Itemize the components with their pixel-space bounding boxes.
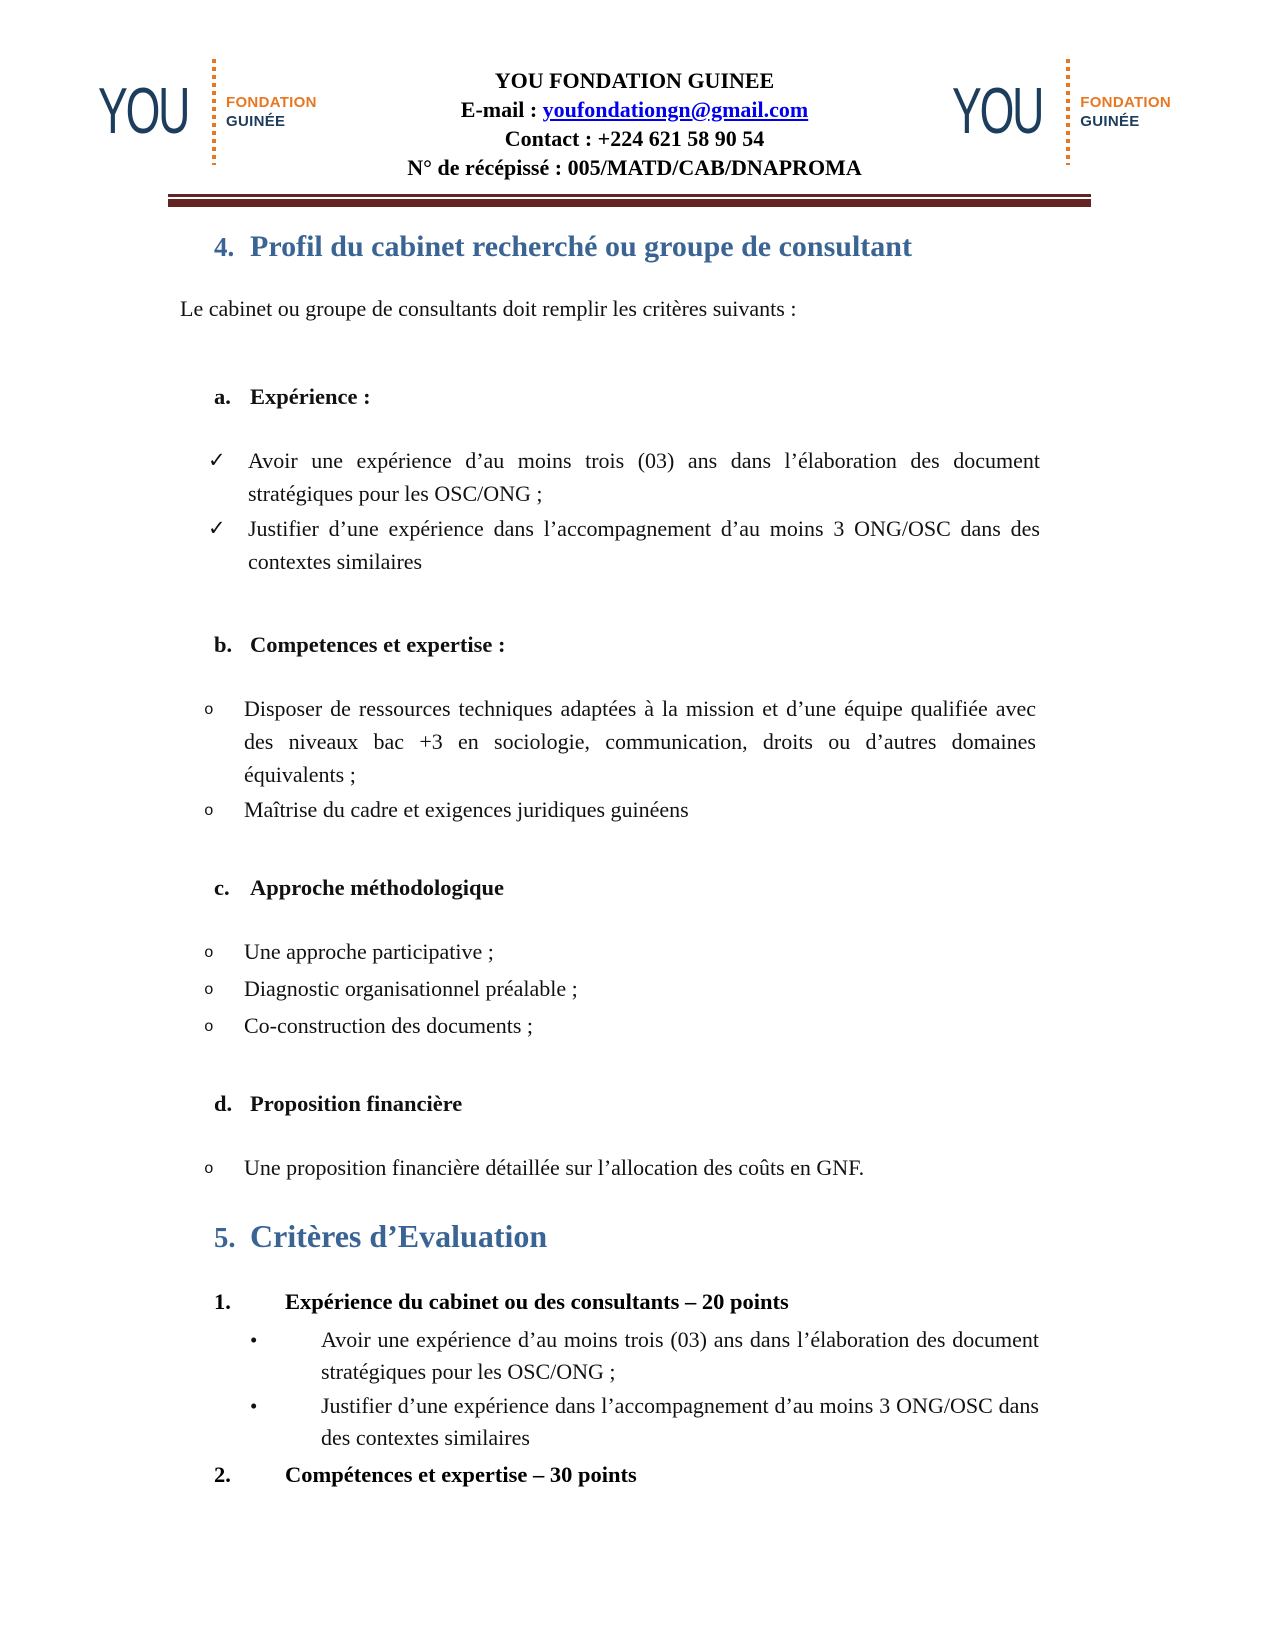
document-body: [0, 228, 1275, 1490]
circle-bullet-icon: o: [204, 944, 214, 962]
criterion-2-heading: [214, 1460, 1275, 1490]
subsection-b-list: [180, 692, 1275, 828]
list-item-text: Une proposition financière détaillée sur l’allocation des coûts en GNF.: [244, 1155, 865, 1180]
logo-fondation-label: FONDATION: [226, 93, 317, 111]
subsection-d: [180, 1089, 1275, 1186]
logo-you-wrap: [952, 75, 1064, 148]
list-item-text: Disposer de ressources techniques adaptées à la mission et d’une équipe qualifiée avec des niveaux bac +3 en sociologie, communication, droits ou d’autres domaines équivalents ;: [244, 696, 1036, 787]
subsection-b: [180, 630, 1275, 828]
criterion-1-heading: [214, 1287, 1275, 1317]
criterion-2-number: 2.: [214, 1462, 231, 1487]
criterion-1-list: [180, 1324, 1275, 1454]
logo-caption: [226, 93, 317, 132]
list-item: [180, 1324, 1275, 1388]
subsection-d-letter: d.: [214, 1091, 233, 1116]
logo-guinee-label: GUINÉE: [226, 113, 286, 130]
subsection-d-heading: [214, 1089, 1275, 1119]
list-item-text: Maîtrise du cadre et exigences juridiques guinéens: [244, 797, 689, 822]
list-item: [180, 444, 1275, 510]
list-item-text: Diagnostic organisationnel préalable ;: [244, 976, 578, 1001]
list-item-text: Une approche participative ;: [244, 939, 494, 964]
subsection-c: [180, 873, 1275, 1044]
letterhead-text-block: [317, 56, 953, 182]
logo-you-wrap: [98, 75, 210, 148]
check-icon: ✓: [208, 448, 226, 472]
subsection-d-list: [180, 1151, 1275, 1186]
logo-left: [98, 56, 317, 168]
section-5-number: 5.: [214, 1222, 236, 1254]
list-item: [180, 512, 1275, 578]
logo-right: [952, 56, 1171, 168]
subsection-a-list: [180, 444, 1275, 578]
subsection-a-heading: [214, 382, 1275, 412]
list-item: [180, 793, 1275, 828]
subsection-a: [180, 382, 1275, 578]
subsection-c-letter: c.: [214, 875, 230, 900]
subsection-c-heading: [214, 873, 1275, 903]
criterion-1-number: 1.: [214, 1289, 231, 1314]
section-4-number: 4.: [214, 232, 235, 262]
logo-dotted-divider: [212, 59, 216, 165]
receipt-line: N° de récépissé : 005/MATD/CAB/DNAPROMA: [407, 155, 862, 180]
subsection-c-list: [180, 935, 1275, 1044]
subsection-b-heading: [214, 630, 1275, 660]
subsection-a-title: Expérience :: [250, 384, 371, 409]
logo-dotted-divider: [1066, 59, 1070, 165]
logo-guinee-label: GUINÉE: [1080, 113, 1140, 130]
list-item: [180, 692, 1275, 791]
subsection-c-title: Approche méthodologique: [250, 875, 504, 900]
subsection-b-title: Competences et expertise :: [250, 632, 506, 657]
section-5-heading: [214, 1216, 1275, 1258]
list-item: [180, 1390, 1275, 1454]
email-link[interactable]: youfondationgn@gmail.com: [542, 97, 809, 122]
list-item: [180, 1151, 1275, 1186]
subsection-d-title: Proposition financière: [250, 1091, 463, 1116]
dot-bullet-icon: •: [250, 1394, 258, 1418]
circle-bullet-icon: o: [204, 1160, 214, 1178]
email-label: E-mail :: [460, 97, 543, 122]
logo-you-text: YOU: [98, 75, 189, 148]
divider-thick-line: [168, 199, 1091, 207]
circle-bullet-icon: o: [204, 701, 214, 719]
section-4-heading: [214, 228, 1275, 266]
circle-bullet-icon: o: [204, 802, 214, 820]
logo-caption: [1080, 93, 1171, 132]
section-4-title: Profil du cabinet recherché ou groupe de consultant: [250, 230, 912, 263]
criterion-1: [180, 1287, 1275, 1454]
section-4-intro: Le cabinet ou groupe de consultants doit remplir les critères suivants :: [180, 296, 797, 321]
list-item-text: Avoir une expérience d’au moins trois (03) ans dans l’élaboration des document stratégiques pour les OSC/ONG ;: [248, 448, 1040, 506]
dot-bullet-icon: •: [250, 1328, 258, 1352]
subsection-a-letter: a.: [214, 384, 231, 409]
section-5-title: Critères d’Evaluation: [250, 1218, 548, 1254]
subsection-b-letter: b.: [214, 632, 233, 657]
list-item-text: Co-construction des documents ;: [244, 1013, 534, 1038]
contact-line: Contact : +224 621 58 90 54: [504, 126, 765, 151]
check-icon: ✓: [208, 516, 226, 540]
email-line: [317, 95, 953, 124]
logo-fondation-label: FONDATION: [1080, 93, 1171, 111]
header-divider: [168, 194, 1091, 207]
circle-bullet-icon: o: [204, 981, 214, 999]
logo-you-text: YOU: [952, 75, 1043, 148]
list-item-text: Justifier d’une expérience dans l’accompagnement d’au moins 3 ONG/OSC dans des contextes similaires: [321, 1393, 1039, 1450]
circle-bullet-icon: o: [204, 1018, 214, 1036]
list-item-text: Justifier d’une expérience dans l’accompagnement d’au moins 3 ONG/OSC dans des contextes similaires: [248, 516, 1040, 574]
document-header: [0, 0, 1275, 182]
list-item-text: Avoir une expérience d’au moins trois (03) ans dans l’élaboration des document stratégiques pour les OSC/ONG ;: [321, 1327, 1039, 1384]
list-item: [180, 935, 1275, 970]
list-item: [180, 1009, 1275, 1044]
criterion-1-title: Expérience du cabinet ou des consultants – 20 points: [285, 1289, 789, 1314]
list-item: [180, 972, 1275, 1007]
org-name: YOU FONDATION GUINEE: [494, 68, 775, 93]
criterion-2-title: Compétences et expertise – 30 points: [285, 1462, 637, 1487]
